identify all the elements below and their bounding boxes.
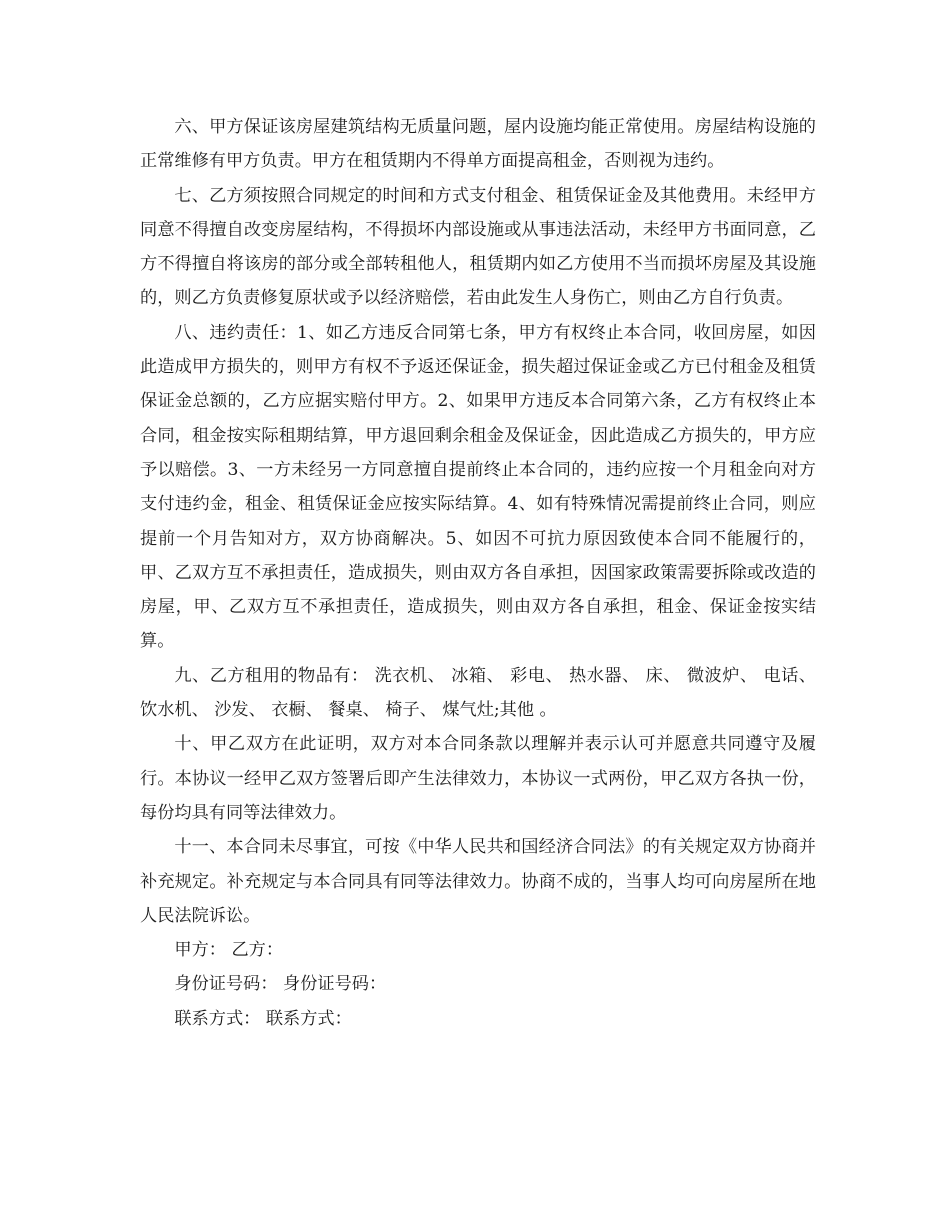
clause-11: 十一、本合同未尽事宜，可按《中华人民共和国经济合同法》的有关规定双方协商并补充规定。补充规定与本合同具有同等法律效力。协商不成的，当事人均可向房屋所在地人民法院诉讼。	[140, 837, 816, 926]
contract-body	[140, 110, 816, 1036]
id-b-label: 身份证号码：	[283, 974, 387, 995]
id-a-label: 身份证号码：	[174, 974, 278, 995]
signature-party-line	[140, 933, 816, 967]
signature-contact-line	[140, 1002, 816, 1036]
clause-9: 九、乙方租用的物品有： 洗衣机、 冰箱、 彩电、 热水器、 床、 微波炉、 电话、 饮水机、 沙发、 衣橱、 餐桌、 椅子、 煤气灶;其他 。	[140, 665, 816, 721]
clause-8: 八、违约责任：1、如乙方违反合同第七条，甲方有权终止本合同，收回房屋，如因此造成甲方损失的，则甲方有权不予返还保证金，损失超过保证金或乙方已付租金及租赁保证金总额的，乙方应据实赔付甲方。2、如果甲方违反本合同第六条，乙方有权终止本合同，租金按实际租期结算，甲方退回剩余租金及保证金，因此造成乙方损失的，甲方应予以赔偿。3、一方未经另一方同意擅自提前终止本合同的，违约应按一个月租金向对方支付违约金，租金、租赁保证金应按实际结算。4、如有特殊情况需提前终止合同，则应提前一个月告知对方，双方协商解决。5、如因不可抗力原因致使本合同不能履行的，甲、乙双方互不承担责任，造成损失，则由双方各自承担，因国家政策需要拆除或改造的房屋，甲、乙双方互不承担责任，造成损失，则由双方各自承担，租金、保证金按实结算。	[140, 322, 816, 652]
clause-7: 七、乙方须按照合同规定的时间和方式支付租金、租赁保证金及其他费用。未经甲方同意不得擅自改变房屋结构，不得损坏内部设施或从事违法活动，未经甲方书面同意，乙方不得擅自将该房的部分或全部转租他人，租赁期内如乙方使用不当而损坏房屋及其设施的，则乙方负责修复原状或予以经济赔偿，若由此发生人身伤亡，则由乙方自行负责。	[140, 185, 816, 309]
contact-a-label: 联系方式：	[174, 1008, 261, 1029]
clause-10: 十、甲乙双方在此证明，双方对本合同条款以理解并表示认可并愿意共同遵守及履行。本协议一经甲乙双方签署后即产生法律效力，本协议一式两份，甲乙双方各执一份，每份均具有同等法律效力。	[140, 734, 816, 823]
contact-b-label: 联系方式：	[265, 1008, 352, 1029]
party-b-label: 乙方：	[231, 940, 284, 961]
clause-6: 六、甲方保证该房屋建筑结构无质量问题，屋内设施均能正常使用。房屋结构设施的正常维修有甲方负责。甲方在租赁期内不得单方面提高租金，否则视为违约。	[140, 117, 816, 172]
signature-id-line	[140, 967, 816, 1001]
party-a-label: 甲方：	[174, 940, 226, 961]
